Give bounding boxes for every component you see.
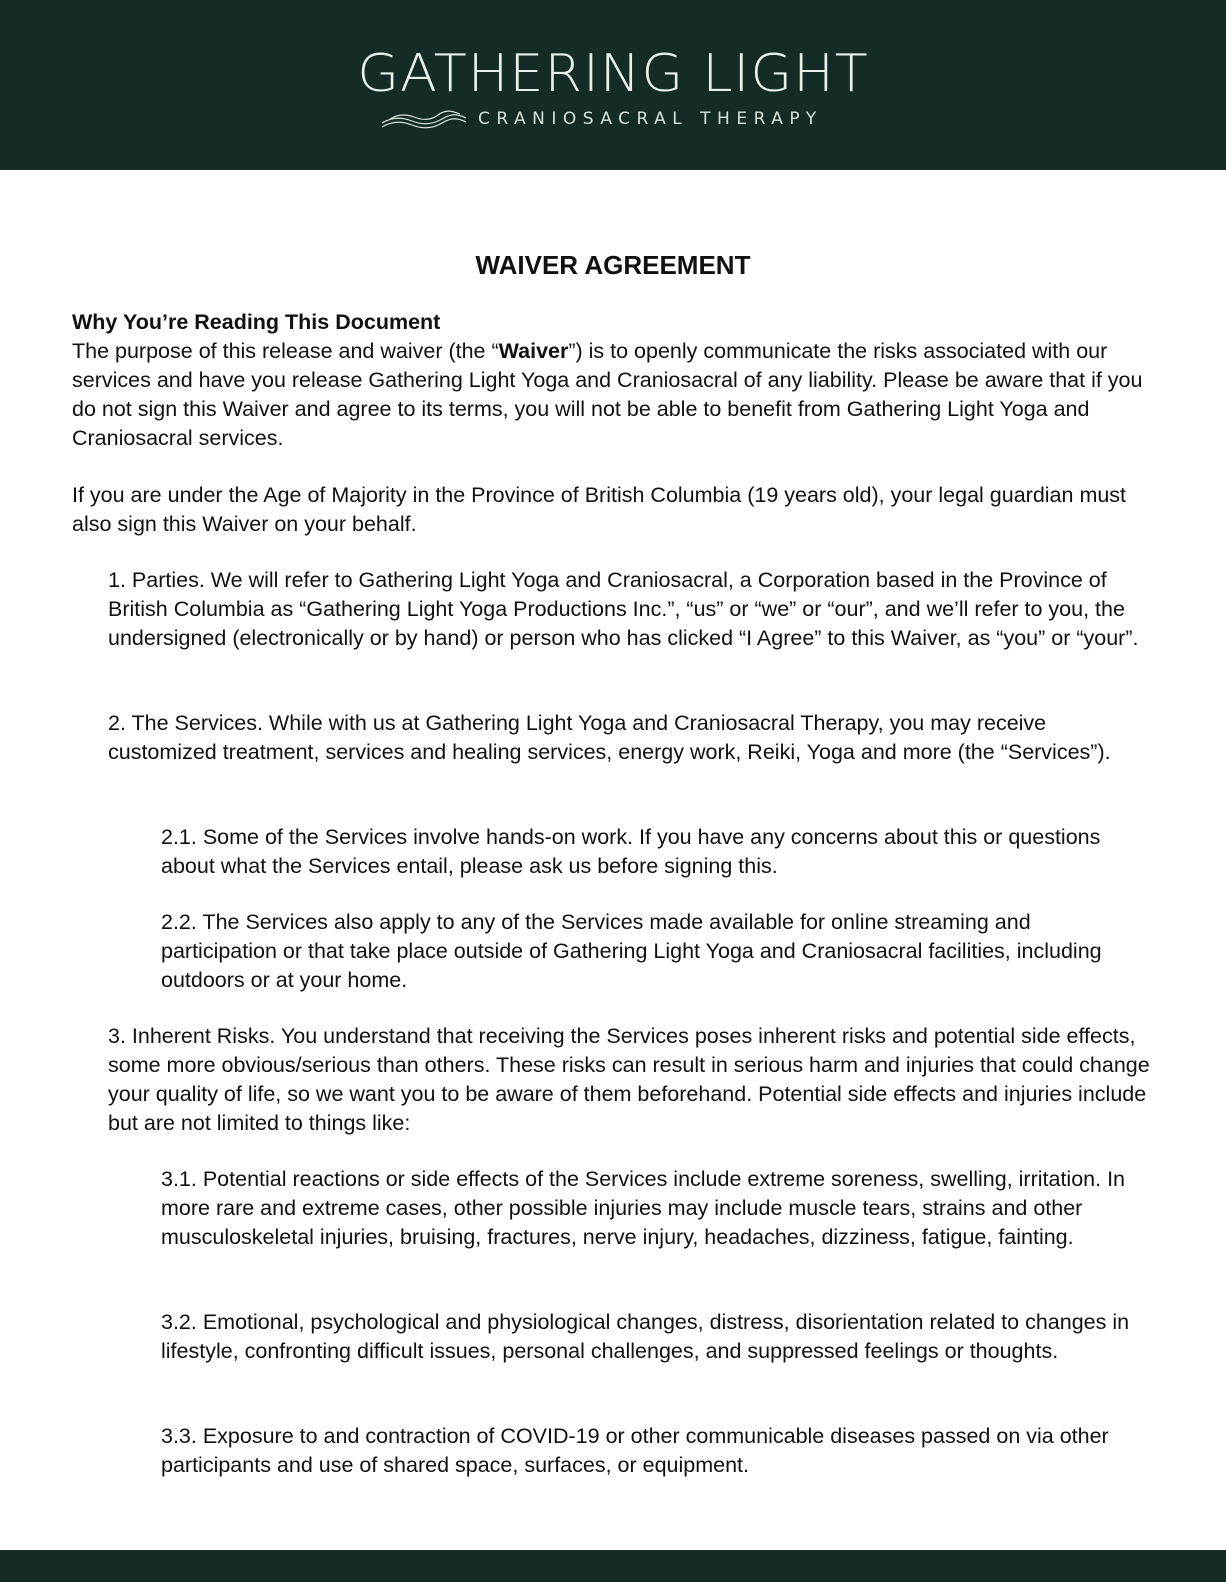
waves-icon	[380, 108, 468, 130]
clause-3-inherent-risks: 3. Inherent Risks. You understand that receiving the Services poses inherent risks and potential side effects, some more obvious/serious than others. These risks can result in serious harm and injuries that could change your quality of life, so we want you to be aware of them beforehand. Potential side effects and injuries include but are not limited to things like:	[108, 1024, 1150, 1135]
footer-bar	[0, 1550, 1226, 1582]
intro-text-end: ”) is to openly communicate the risks associated with our services and have you release Gathering Light Yoga and Craniosacral of any liability. Please be aware that if you do not sign this Waiver and agree to its terms, you will not be able to benefit from Gathering Light Yoga and Craniosacral services.	[72, 339, 1143, 450]
intro-text-start: The purpose of this release and waiver (the “	[72, 339, 499, 363]
clause-3-3: 3.3. Exposure to and contraction of COVID-19 or other communicable diseases passed on via other participants and use of shared space, surfaces, or equipment.	[161, 1424, 1109, 1477]
clause-1-parties: 1. Parties. We will refer to Gathering Light Yoga and Craniosacral, a Corporation based in the Province of British Columbia as “Gathering Light Yoga Productions Inc.”, “us” or “we” or “our”, and we’ll refer to you, the undersigned (electronically or by hand) or person who has clicked “I Agree” to this Waiver, as “you” or “your”.	[108, 568, 1139, 650]
clause-2-1: 2.1. Some of the Services involve hands-on work. If you have any concerns about this or questions about what the Services entail, please ask us before signing this.	[161, 825, 1101, 878]
intro-section	[72, 308, 1152, 453]
clause-2-2: 2.2. The Services also apply to any of the Services made available for online streaming and participation or that take place outside of Gathering Light Yoga and Craniosacral facilities, including outdoors or at your home.	[161, 910, 1102, 992]
clause-3-1: 3.1. Potential reactions or side effects of the Services include extreme soreness, swelling, irritation. In more rare and extreme cases, other possible injuries may include muscle tears, strains and other musculoskeletal injuries, bruising, fractures, nerve injury, headaches, dizziness, fatigue, fainting.	[161, 1167, 1125, 1249]
document-title: WAIVER AGREEMENT	[475, 250, 751, 280]
section-heading: Why You’re Reading This Document	[72, 310, 441, 334]
waiver-term: Waiver	[498, 339, 569, 363]
header-banner	[0, 0, 1226, 170]
clause-2-services: 2. The Services. While with us at Gathering Light Yoga and Craniosacral Therapy, you may receive customized treatment, services and healing services, energy work, Reiki, Yoga and more (the “Services”).	[108, 711, 1111, 764]
brand-name: GATHERING LIGHT	[357, 43, 869, 104]
age-notice: If you are under the Age of Majority in the Province of British Columbia (19 years old), your legal guardian must also sign this Waiver on your behalf.	[72, 483, 1127, 536]
brand-tagline: CRANIOSACRAL THERAPY	[478, 109, 823, 129]
clause-3-2: 3.2. Emotional, psychological and physiological changes, distress, disorientation related to changes in lifestyle, confronting difficult issues, personal challenges, and suppressed feelings or thoughts.	[161, 1310, 1130, 1363]
